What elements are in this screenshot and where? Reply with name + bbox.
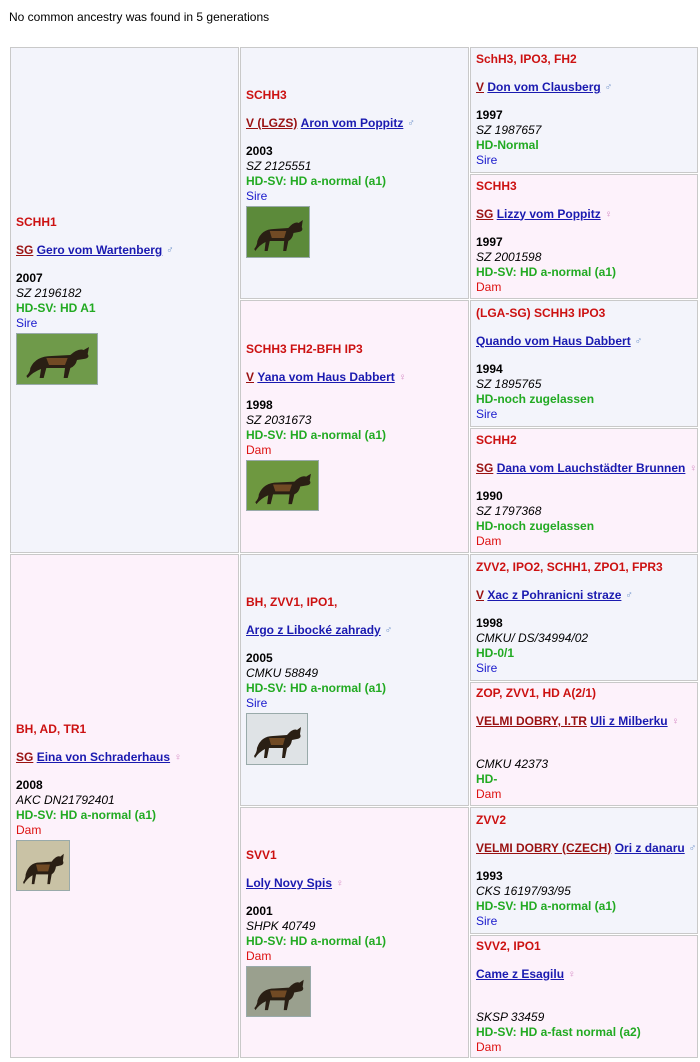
dog-name-link[interactable]: Argo z Libocké zahrady bbox=[246, 623, 381, 637]
dog-entry bbox=[16, 722, 238, 891]
blank-year bbox=[476, 742, 697, 757]
pedigree-cell-ada bbox=[470, 300, 698, 427]
dog-rating: SG bbox=[476, 460, 494, 475]
pedigree-cell-dda bbox=[470, 807, 698, 934]
dog-rating: SG bbox=[16, 243, 34, 257]
dog-birth-year: 2003 bbox=[246, 144, 273, 158]
dog-entry bbox=[476, 306, 697, 422]
dog-name-link[interactable]: Uli z Milberku bbox=[590, 714, 668, 728]
dog-rating: V (LGZS) bbox=[246, 116, 298, 130]
pedigree-cell-dad bbox=[470, 682, 698, 806]
dog-name-row bbox=[476, 714, 697, 729]
dog-entry bbox=[476, 560, 697, 676]
dog-name-row bbox=[16, 243, 238, 258]
dog-birth-year: 1998 bbox=[476, 615, 503, 630]
dog-photo[interactable] bbox=[246, 206, 310, 258]
pedigree-cell-aad bbox=[470, 174, 698, 299]
dog-name-link[interactable]: Loly Novy Spis bbox=[246, 876, 333, 890]
male-sign-icon[interactable]: ♂ bbox=[688, 842, 697, 854]
dog-hip-score: HD-0/1 bbox=[476, 645, 515, 660]
dog-registration: SZ 1895765 bbox=[476, 376, 542, 391]
dog-sex-label: Sire bbox=[16, 316, 38, 330]
dog-photo[interactable] bbox=[16, 840, 70, 891]
dog-rating: VELMI DOBRY (CZECH) bbox=[476, 840, 612, 855]
dog-photo[interactable] bbox=[246, 460, 319, 511]
dog-hip-score: HD-SV: HD a-normal (a1) bbox=[16, 807, 157, 822]
dog-registration: AKC DN21792401 bbox=[16, 792, 115, 807]
pedigree-cell-daa bbox=[470, 554, 698, 681]
dog-titles: SCHH3 FH2-BFH IP3 bbox=[246, 342, 363, 356]
dog-titles: SchH3, IPO3, FH2 bbox=[476, 52, 577, 66]
dog-titles: BH, AD, TR1 bbox=[16, 721, 87, 736]
pedigree-cell-ad bbox=[240, 300, 469, 553]
dog-name-row bbox=[246, 370, 468, 385]
dog-hip-score: HD-SV: HD a-normal (a1) bbox=[246, 428, 387, 442]
dog-titles: ZVV2 bbox=[476, 812, 507, 827]
dog-photo[interactable] bbox=[16, 333, 98, 385]
dog-birth-year: 2007 bbox=[16, 271, 43, 285]
dog-name-link[interactable]: Gero vom Wartenberg bbox=[36, 243, 163, 257]
dog-hip-score: HD-SV: HD a-fast normal (a2) bbox=[476, 1024, 641, 1039]
female-sign-icon[interactable]: ♀ bbox=[671, 716, 680, 727]
dog-registration: SKSP 33459 bbox=[476, 1009, 545, 1024]
dog-rating: V bbox=[476, 80, 485, 94]
female-sign-icon[interactable]: ♀ bbox=[174, 751, 182, 763]
dog-name-link[interactable]: Came z Esagilu bbox=[476, 966, 565, 981]
dog-sex-label: Sire bbox=[476, 406, 498, 421]
blank-year bbox=[476, 995, 697, 1010]
dog-birth-year: 2005 bbox=[246, 651, 273, 665]
dog-titles: SVV1 bbox=[246, 848, 277, 862]
dog-sex-label: Dam bbox=[476, 1039, 502, 1054]
dog-name-link[interactable]: Yana vom Haus Dabbert bbox=[257, 370, 395, 384]
dog-name-row bbox=[476, 841, 697, 856]
dog-birth-year: 1993 bbox=[476, 868, 503, 883]
dog-hip-score: HD-noch zugelassen bbox=[476, 518, 595, 533]
dog-titles: SCHH3 bbox=[246, 88, 287, 102]
male-sign-icon[interactable]: ♂ bbox=[384, 625, 393, 636]
male-sign-icon[interactable]: ♂ bbox=[634, 335, 643, 347]
dog-name-row bbox=[476, 461, 697, 476]
dog-rating: VELMI DOBRY, I.TR bbox=[476, 714, 587, 728]
dog-entry bbox=[476, 179, 697, 295]
dog-entry bbox=[246, 595, 468, 765]
dog-name-row bbox=[476, 334, 697, 349]
dog-sex-label: Dam bbox=[16, 822, 42, 837]
dog-registration: SHPK 40749 bbox=[246, 919, 316, 933]
dog-registration: SZ 1797368 bbox=[476, 503, 542, 518]
female-sign-icon[interactable]: ♀ bbox=[336, 878, 344, 889]
dog-rating: SG bbox=[476, 206, 494, 221]
dog-name-link[interactable]: Eina von Schraderhaus bbox=[36, 749, 171, 764]
dog-birth-year: 1997 bbox=[476, 234, 503, 249]
dog-entry bbox=[476, 686, 697, 802]
pedigree-cell-dd bbox=[240, 807, 469, 1058]
female-sign-icon[interactable]: ♀ bbox=[398, 372, 407, 383]
male-sign-icon[interactable]: ♂ bbox=[166, 245, 174, 256]
dog-entry bbox=[16, 215, 238, 385]
dog-hip-score: HD- bbox=[476, 772, 498, 786]
male-sign-icon[interactable]: ♂ bbox=[407, 118, 415, 129]
dog-name-row bbox=[476, 588, 697, 603]
dog-birth-year: 1998 bbox=[246, 398, 273, 412]
pedigree-cell-a bbox=[10, 47, 239, 553]
dog-name-link[interactable]: Quando vom Haus Dabbert bbox=[476, 333, 631, 348]
dog-birth-year: 2008 bbox=[16, 777, 43, 792]
dog-name-link[interactable]: Xac z Pohranicni straze bbox=[487, 587, 622, 602]
dog-name-link[interactable]: Don vom Clausberg bbox=[487, 80, 601, 94]
dog-hip-score: HD-Normal bbox=[476, 138, 539, 152]
dog-sex-label: Dam bbox=[246, 443, 272, 457]
dog-hip-score: HD-SV: HD a-normal (a1) bbox=[476, 264, 617, 279]
dog-titles: (LGA-SG) SCHH3 IPO3 bbox=[476, 305, 606, 320]
dog-name-row bbox=[246, 623, 468, 638]
dog-entry bbox=[246, 342, 468, 511]
dog-registration: SZ 1987657 bbox=[476, 123, 542, 137]
dog-sex-label: Sire bbox=[476, 913, 498, 928]
dog-entry bbox=[476, 813, 697, 929]
pedigree-cell-ddd bbox=[470, 935, 698, 1058]
dog-sex-label: Dam bbox=[476, 279, 502, 294]
dog-name-row bbox=[16, 750, 238, 765]
dog-titles: BH, ZVV1, IPO1, bbox=[246, 595, 338, 609]
dog-registration: SZ 2001598 bbox=[476, 249, 542, 264]
dog-birth-year: 1994 bbox=[476, 361, 503, 376]
dog-sex-label: Sire bbox=[246, 696, 268, 710]
dog-name-link[interactable]: Aron vom Poppitz bbox=[300, 116, 404, 130]
dog-sex-label: Dam bbox=[246, 949, 272, 963]
dog-name-row bbox=[246, 116, 468, 131]
female-sign-icon[interactable]: ♀ bbox=[689, 462, 697, 474]
pedigree-cell-da bbox=[240, 554, 469, 806]
dog-hip-score: HD-SV: HD a-normal (a1) bbox=[246, 934, 387, 948]
dog-sex-label: Dam bbox=[476, 533, 502, 548]
dog-photo[interactable] bbox=[246, 966, 311, 1017]
female-sign-icon[interactable]: ♀ bbox=[568, 968, 576, 980]
dog-birth-year: 1997 bbox=[476, 108, 503, 122]
dog-titles: SVV2, IPO1 bbox=[476, 938, 541, 953]
dog-titles: SCHH1 bbox=[16, 215, 57, 229]
no-common-ancestry-note: No common ancestry was found in 5 generations bbox=[9, 10, 270, 24]
dog-rating: V bbox=[246, 370, 255, 384]
dog-hip-score: HD-SV: HD A1 bbox=[16, 301, 96, 315]
dog-sex-label: Dam bbox=[476, 787, 502, 801]
pedigree-cell-aa bbox=[240, 47, 469, 299]
dog-photo[interactable] bbox=[246, 713, 308, 765]
dog-name-row bbox=[246, 876, 468, 891]
dog-rating: SG bbox=[16, 749, 34, 764]
dog-registration: SZ 2125551 bbox=[246, 159, 312, 173]
dog-entry bbox=[476, 939, 697, 1055]
dog-name-row bbox=[476, 207, 697, 222]
dog-hip-score: HD-SV: HD a-normal (a1) bbox=[246, 174, 387, 188]
dog-hip-score: HD-SV: HD a-normal (a1) bbox=[476, 898, 617, 913]
dog-entry bbox=[476, 52, 697, 168]
dog-name-row bbox=[476, 80, 697, 95]
dog-registration: CMKU/ DS/34994/02 bbox=[476, 630, 589, 645]
dog-name-row bbox=[476, 967, 697, 982]
male-sign-icon[interactable]: ♂ bbox=[604, 82, 613, 93]
dog-registration: CKS 16197/93/95 bbox=[476, 883, 571, 898]
male-sign-icon[interactable]: ♂ bbox=[625, 589, 633, 601]
dog-sex-label: Sire bbox=[476, 153, 498, 167]
dog-registration: SZ 2031673 bbox=[246, 413, 312, 427]
dog-registration: CMKU 42373 bbox=[476, 757, 549, 771]
dog-sex-label: Sire bbox=[246, 189, 268, 203]
dog-name-link[interactable]: Ori z danaru bbox=[614, 840, 685, 855]
pedigree-cell-d bbox=[10, 554, 239, 1058]
dog-registration: SZ 2196182 bbox=[16, 286, 82, 300]
dog-hip-score: HD-noch zugelassen bbox=[476, 391, 595, 406]
dog-name-link[interactable]: Dana vom Lauchstädter Brunnen bbox=[496, 460, 686, 475]
dog-titles: SCHH3 bbox=[476, 178, 517, 193]
dog-name-link[interactable]: Lizzy vom Poppitz bbox=[496, 206, 601, 221]
dog-registration: CMKU 58849 bbox=[246, 666, 319, 680]
dog-titles: SCHH2 bbox=[476, 432, 517, 447]
dog-titles: ZVV2, IPO2, SCHH1, ZPO1, FPR3 bbox=[476, 559, 663, 574]
pedigree-cell-aaa bbox=[470, 47, 698, 173]
dog-rating: V bbox=[476, 587, 485, 602]
dog-entry bbox=[476, 433, 697, 549]
dog-birth-year: 2001 bbox=[246, 904, 273, 918]
dog-hip-score: HD-SV: HD a-normal (a1) bbox=[246, 681, 387, 695]
dog-entry bbox=[246, 848, 468, 1017]
dog-titles: ZOP, ZVV1, HD A(2/1) bbox=[476, 686, 597, 700]
dog-entry bbox=[246, 88, 468, 258]
pedigree-cell-add bbox=[470, 428, 698, 553]
dog-sex-label: Sire bbox=[476, 660, 498, 675]
dog-birth-year: 1990 bbox=[476, 488, 503, 503]
female-sign-icon[interactable]: ♀ bbox=[604, 208, 613, 220]
